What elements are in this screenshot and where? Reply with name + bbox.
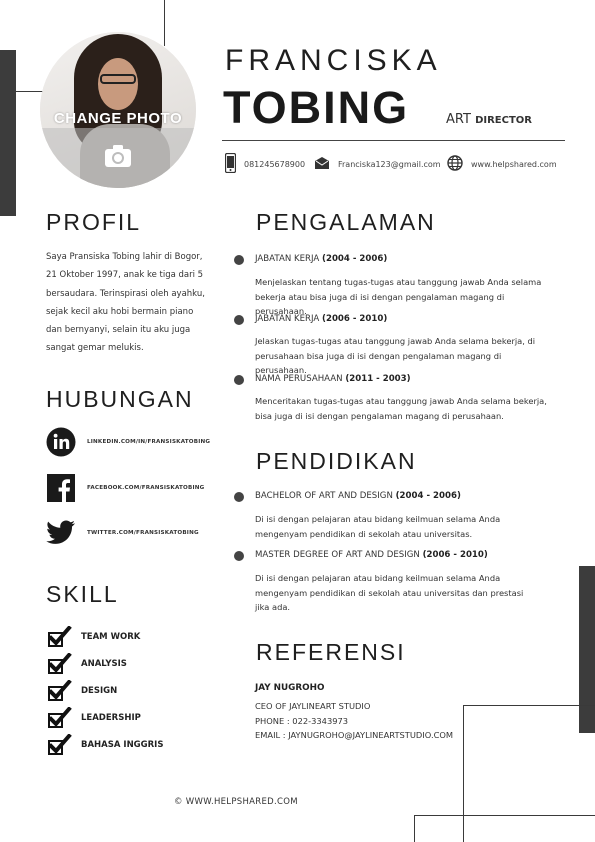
description-line: jika ada. [255,602,291,612]
skill-label: DESIGN [81,686,118,696]
phone-number: 081245678900 [244,159,306,169]
website-url[interactable]: www.helpshared.com [471,159,557,169]
experience-description [255,394,555,423]
reference-name: JAY NUGROHO [255,683,325,693]
contact-website [447,153,557,175]
reference-company: CEO OF JAYLINEART STUDIO [255,701,371,711]
profil-line: 21 Oktober 1997, anak ke tiga dari 5 [46,270,204,281]
experience-description [255,275,555,319]
checkbox-checked-icon [46,680,72,702]
education-title [255,550,488,560]
description-line: bisa juga di isi dengan pengalaman magang di perusahaan. [255,410,504,421]
profil-line: Saya Pransiska Tobing lahir di Bogor, [46,252,203,262]
skill-item [46,707,141,729]
email-address[interactable]: Franciska123@gmail.com [338,159,441,169]
checkbox-checked-icon [46,653,72,675]
experience-title [255,254,387,264]
experience-title [255,314,387,324]
skill-label: LEADERSHIP [81,713,141,723]
social-twitter[interactable] [46,518,199,548]
globe-icon [447,155,463,173]
description-line: Di isi dengan pelajaran atau bidang keilmuan selama Anda [255,573,501,583]
experience-title [255,374,411,384]
description-line: Di isi dengan pelajaran atau bidang keilmuan selama Anda [255,514,501,524]
description-line: perusahaan bisa juga di isi dengan pengalaman magang di perusahaan. [255,350,502,375]
first-name: FRANCISKA [225,44,442,77]
change-photo-label[interactable]: CHANGE PHOTO [53,110,183,127]
reference-phone: PHONE : 022-3343973 [255,716,349,726]
side-bar-right [579,566,595,733]
skill-heading: SKILL [46,581,119,607]
job-role-prefix: ART [446,112,471,127]
twitter-link[interactable]: TWITTER.COM/FRANSISKATOBING [87,530,199,536]
side-bar-left [0,50,16,216]
frame-line-bottom-horizontal-2 [414,815,595,816]
experience-position: JABATAN KERJA [255,254,320,264]
education-title [255,491,461,501]
contact-email [314,153,441,175]
education-description [255,571,555,615]
experience-position: NAMA PERUSAHAAN [255,374,343,384]
job-role-title: DIRECTOR [475,115,532,126]
pengalaman-heading: PENGALAMAN [256,209,436,235]
frame-line-bottom-vertical-2 [414,815,415,842]
profil-line: sangat gemar melukis. [46,343,144,354]
phone-icon [225,153,236,175]
timeline-bullet [234,255,244,265]
checkbox-checked-icon [46,734,72,756]
linkedin-link[interactable]: LINKEDIN.COM/IN/FRANSISKATOBING [87,439,211,445]
profil-text [46,248,206,358]
photo-glasses [100,74,136,84]
profil-line: dan bernyanyi, selain itu aku juga [46,325,191,336]
experience-period: (2004 - 2006) [322,254,388,264]
description-line: Menceritakan tugas-tugas atau tanggung jawab Anda selama bekerja, [255,396,547,406]
checkbox-checked-icon [46,626,72,648]
profil-line: bersaudara. Terinspirasi oleh ayahku, [46,288,205,299]
education-period: (2004 - 2006) [395,491,461,501]
linkedin-icon [46,427,76,457]
last-name: TOBING [223,82,410,133]
education-degree: MASTER DEGREE OF ART AND DESIGN [255,550,420,560]
skill-item [46,734,163,756]
frame-line-bottom-vertical [463,705,464,842]
skill-item [46,680,117,702]
camera-icon[interactable] [104,144,132,172]
experience-period: (2006 - 2010) [322,314,388,324]
skill-label: BAHASA INGGRIS [81,740,164,750]
pendidikan-heading: PENDIDIKAN [256,448,417,474]
description-line: Menjelaskan tentang tugas-tugas atau tanggung jawab Anda selama [255,277,542,287]
checkbox-checked-icon [46,707,72,729]
job-role [446,112,532,127]
description-line: Jelaskan tugas-tugas atau tanggung jawab Anda selama bekerja, di [255,336,536,346]
header-divider [222,140,565,141]
profil-heading: PROFIL [46,209,142,235]
description-line: bekerja atau bisa juga di isi dengan pengalaman magang di perusahaan. [255,291,505,316]
facebook-icon [46,473,76,503]
experience-period: (2011 - 2003) [345,374,411,384]
timeline-bullet [234,315,244,325]
contact-phone [225,153,305,175]
profile-photo[interactable] [40,32,196,188]
education-period: (2006 - 2010) [422,550,488,560]
description-line: mengenyam pendidikan di sekolah atau universitas dan prestasi [255,587,524,598]
social-linkedin[interactable] [46,427,210,457]
profil-line: sejak kecil aku hobi bermain piano [46,306,194,317]
education-description [255,512,555,541]
email-icon [314,156,330,172]
frame-line-bottom-horizontal [463,705,595,706]
skill-item [46,626,140,648]
contact-row [225,153,565,175]
twitter-icon [46,518,76,548]
hubungan-heading: HUBUNGAN [46,386,194,412]
timeline-bullet [234,551,244,561]
facebook-link[interactable]: FACEBOOK.COM/FRANSISKATOBING [87,485,205,491]
education-degree: BACHELOR OF ART AND DESIGN [255,491,393,501]
timeline-bullet [234,375,244,385]
skill-label: TEAM WORK [81,632,141,642]
skill-label: ANALYSIS [81,659,127,669]
footer-credit[interactable]: © WWW.HELPSHARED.COM [174,797,298,807]
experience-description [255,334,555,378]
photo-face [98,58,138,110]
timeline-bullet [234,492,244,502]
referensi-heading: REFERENSI [256,639,406,665]
reference-email[interactable]: EMAIL : JAYNUGROHO@JAYLINEARTSTUDIO.COM [255,730,454,740]
experience-position: JABATAN KERJA [255,314,320,324]
social-facebook[interactable] [46,473,204,503]
skill-item [46,653,127,675]
description-line: mengenyam pendidikan di sekolah atau universitas. [255,528,473,539]
